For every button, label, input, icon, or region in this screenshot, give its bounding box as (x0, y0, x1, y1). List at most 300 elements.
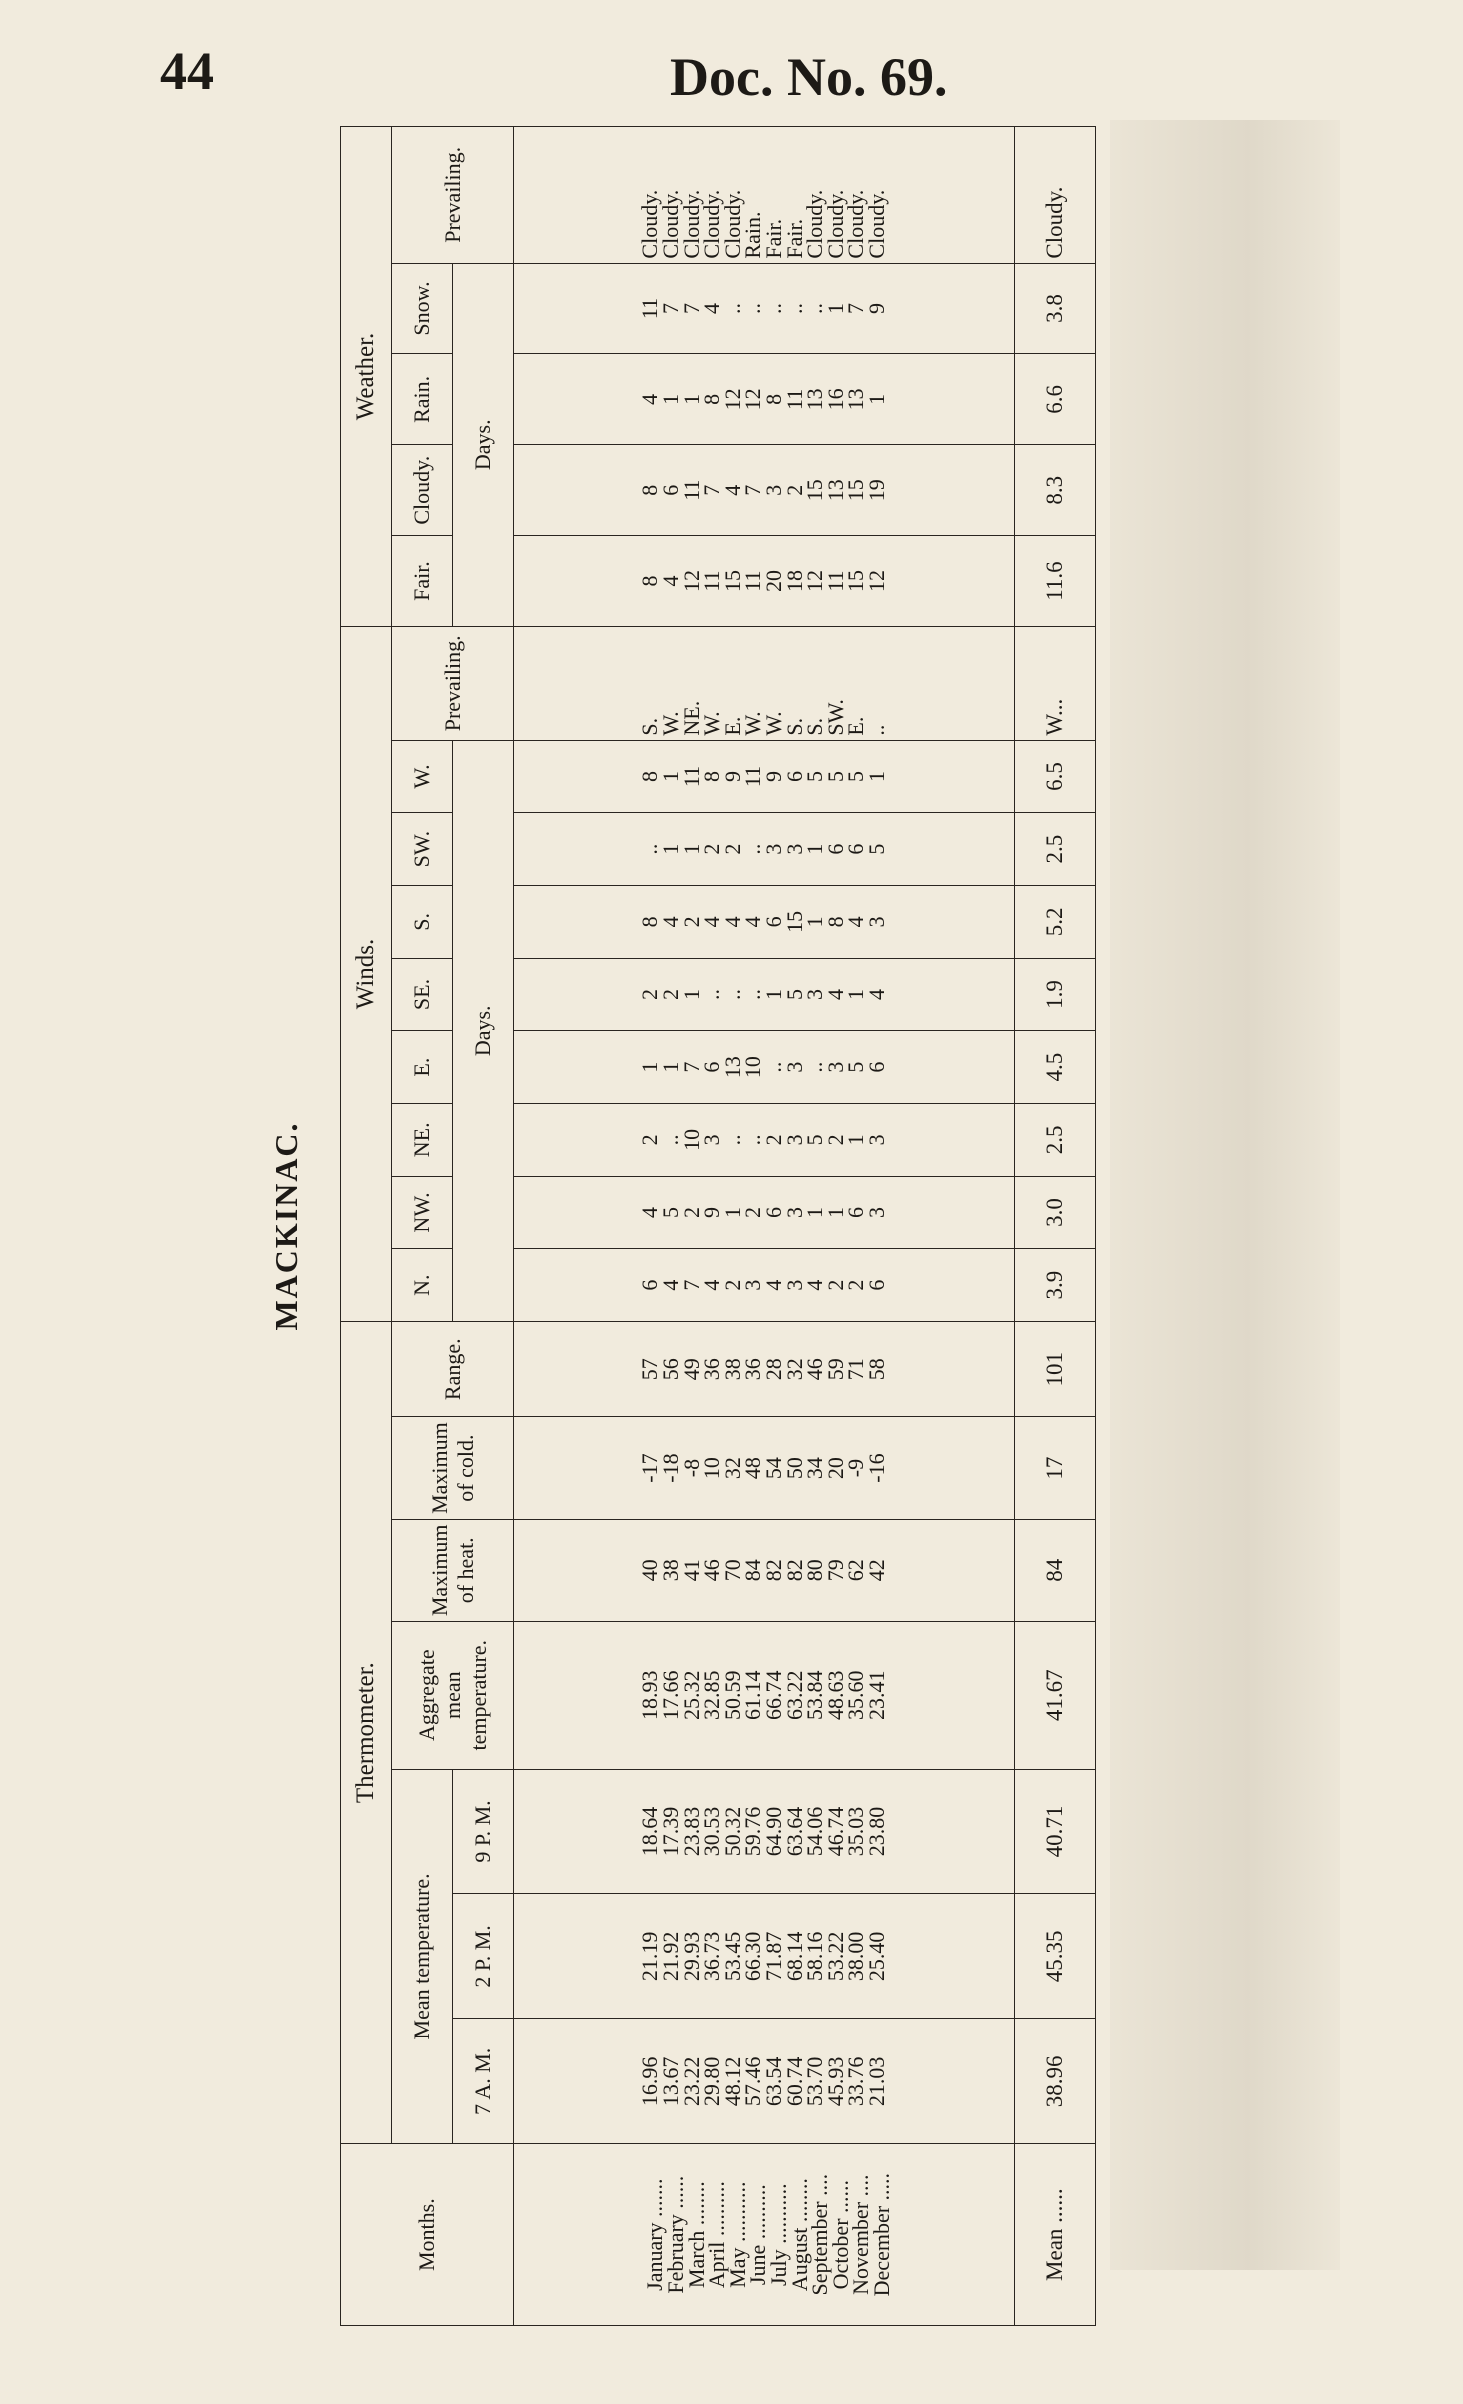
weather-prevailing-cell: Cloudy. (699, 189, 725, 259)
cloudy-cell: 4 (719, 484, 745, 496)
weather-prevailing-cell: Cloudy. (637, 189, 663, 259)
max-cold-cell: -16 (863, 1453, 889, 1483)
rain-cell: 13 (843, 388, 869, 411)
mean-wind-prevailing: W... (1014, 626, 1095, 740)
range-cell: 46 (802, 1358, 828, 1381)
wind-s-cell: 1 (802, 916, 828, 928)
snow-header: Snow. (392, 263, 453, 354)
max-heat-cell: 84 (740, 1559, 766, 1582)
wind-sw-cell: 3 (760, 843, 786, 855)
max-heat-column (514, 1519, 1015, 1621)
mean-max-cold: 17 (1014, 1417, 1095, 1519)
mean-wind-n: 3.9 (1014, 1249, 1095, 1322)
max-heat-cell: 38 (657, 1559, 683, 1582)
mean-wind-e: 4.5 (1014, 1031, 1095, 1104)
wind-w-cell: 5 (822, 770, 848, 782)
t9pm-cell: 23.83 (678, 1806, 704, 1857)
cloudy-cell: 8 (637, 484, 663, 496)
wind-w-cell: 5 (802, 770, 828, 782)
rain-cell: 8 (699, 393, 725, 405)
wind-s-cell: 6 (760, 916, 786, 928)
wind-sw-cell: 1 (657, 843, 683, 855)
wind-e-cell: 7 (678, 1061, 704, 1073)
wind-nw-cell: 3 (863, 1207, 889, 1218)
wind-e-column (514, 1031, 1015, 1104)
aggregate-cell: 63.22 (781, 1670, 807, 1720)
t9pm-cell: 63.64 (781, 1806, 807, 1857)
monthly-data-row (514, 127, 1015, 2326)
max-cold-cell: -17 (637, 1453, 663, 1483)
cloudy-cell: 2 (781, 484, 807, 496)
wind-s-cell: 4 (699, 916, 725, 928)
wind-nw-cell: 6 (843, 1207, 869, 1218)
wind-prevailing-cell: SW. (822, 699, 848, 736)
wind-s-cell: 4 (843, 916, 869, 928)
wind-w-cell: 11 (740, 765, 766, 788)
wind-sw-cell: 2 (699, 843, 725, 855)
max-heat-cell: 40 (637, 1559, 663, 1582)
wind-n-cell: 3 (781, 1279, 807, 1291)
wind-s-cell: 4 (657, 916, 683, 928)
wind-prevailing-cell: NE. (678, 700, 704, 736)
mean-cloudy: 8.3 (1014, 445, 1095, 536)
max-heat-cell: 80 (802, 1559, 828, 1582)
rain-cell: 1 (863, 393, 889, 405)
t2pm-cell: 53.22 (822, 1931, 848, 1982)
wind-se-cell: 4 (863, 988, 889, 1000)
mean-max-heat: 84 (1014, 1519, 1095, 1621)
wind-e-cell: 1 (657, 1061, 683, 1073)
rain-cell: 4 (637, 393, 663, 405)
wind-w-cell: 9 (719, 770, 745, 782)
mean-weather-prevailing: Cloudy. (1014, 127, 1095, 264)
range-cell: 28 (760, 1358, 786, 1381)
rain-cell: 1 (657, 393, 683, 405)
fair-column (514, 536, 1015, 627)
winds-header: Winds. (341, 626, 392, 1321)
wind-se-column (514, 958, 1015, 1031)
t2pm-column (514, 1894, 1015, 2019)
t7am-cell: 53.70 (802, 2056, 828, 2107)
wind-s-cell: 3 (863, 916, 889, 928)
wind-n-cell: 6 (637, 1279, 663, 1291)
cloudy-header: Cloudy. (392, 445, 453, 536)
snow-cell: .. (740, 303, 766, 315)
wind-n-cell: 2 (822, 1279, 848, 1291)
months-cell: May ........... (724, 2181, 750, 2288)
snow-cell: .. (760, 303, 786, 315)
max-heat-cell: 42 (863, 1559, 889, 1582)
wind-se-cell: .. (740, 988, 766, 1000)
aggregate-cell: 23.41 (863, 1670, 889, 1720)
wind-prevailing-column (514, 626, 1015, 740)
t9pm-column (514, 1769, 1015, 1894)
weather-prevailing-cell: Cloudy. (843, 189, 869, 259)
wind-sw-cell: 6 (822, 843, 848, 855)
fair-cell: 15 (719, 570, 745, 593)
max-heat-cell: 82 (781, 1559, 807, 1582)
wind-n-cell: 4 (802, 1279, 828, 1291)
aggregate-cell: 35.60 (843, 1670, 869, 1720)
fair-cell: 18 (781, 570, 807, 593)
range-cell: 36 (699, 1358, 725, 1381)
t7am-cell: 23.22 (678, 2056, 704, 2107)
wind-n-cell: 6 (863, 1279, 889, 1291)
t9pm-cell: 54.06 (802, 1806, 828, 1857)
wind-sw-cell: 5 (863, 843, 889, 855)
wind-ne-cell: 1 (843, 1134, 869, 1146)
t7am-cell: 33.76 (843, 2056, 869, 2107)
snow-cell: .. (719, 303, 745, 315)
t2pm-cell: 38.00 (843, 1931, 869, 1982)
thermometer-header: Thermometer. (341, 1322, 392, 2144)
wind-ne-cell: .. (740, 1134, 766, 1146)
wind-prevailing-header: Prevailing. (392, 626, 514, 740)
t9pm-cell: 30.53 (699, 1806, 725, 1857)
weather-prevailing-cell: Cloudy. (657, 189, 683, 259)
max-heat-cell: 82 (760, 1559, 786, 1582)
wind-se-cell: 2 (657, 988, 683, 1000)
wind-sw-column (514, 813, 1015, 886)
t7am-cell: 63.54 (760, 2056, 786, 2107)
mean-wind-ne: 2.5 (1014, 1103, 1095, 1176)
wind-s-cell: 4 (740, 916, 766, 928)
fair-cell: 11 (822, 570, 848, 592)
wind-s-cell: 15 (781, 910, 807, 933)
wind-se-cell: 1 (678, 988, 704, 1000)
wind-ne-cell: 3 (863, 1134, 889, 1146)
mackinac-weather-table (340, 126, 1096, 2326)
wind-n-cell: 4 (699, 1279, 725, 1291)
max-heat-cell: 62 (843, 1559, 869, 1582)
max-heat-cell: 41 (678, 1559, 704, 1582)
table-title: MACKINAC. (268, 1121, 304, 1331)
wind-w-cell: 1 (863, 770, 889, 782)
aggregate-cell: 66.74 (760, 1670, 786, 1720)
max-cold-cell: -18 (657, 1453, 683, 1483)
wind-nw-cell: 9 (699, 1207, 725, 1218)
wind-n-column (514, 1249, 1015, 1322)
wind-e-cell: 3 (781, 1061, 807, 1073)
snow-cell: 7 (843, 303, 869, 315)
wind-w-cell: 9 (760, 770, 786, 782)
wind-nw-cell: 1 (822, 1207, 848, 1218)
aggregate-column (514, 1621, 1015, 1769)
range-cell: 38 (719, 1358, 745, 1381)
mean-wind-nw: 3.0 (1014, 1176, 1095, 1249)
mean-wind-sw: 2.5 (1014, 813, 1095, 886)
wind-sw-cell: .. (740, 843, 766, 855)
mean-t9pm: 40.71 (1014, 1769, 1095, 1894)
wind-s-cell: 2 (678, 916, 704, 928)
rain-header: Rain. (392, 354, 453, 445)
mean-wind-se: 1.9 (1014, 958, 1095, 1031)
wind-nw-cell: 5 (657, 1207, 683, 1218)
fair-cell: 11 (699, 570, 725, 592)
weather-prevailing-cell: Fair. (760, 218, 786, 259)
wind-e-cell: 3 (822, 1061, 848, 1073)
wind-sw-header: SW. (392, 813, 453, 886)
range-cell: 36 (740, 1358, 766, 1381)
fair-cell: 12 (863, 570, 889, 593)
wind-w-cell: 8 (699, 770, 725, 782)
wind-e-cell: 10 (740, 1056, 766, 1079)
wind-se-header: SE. (392, 958, 453, 1031)
t9pm-cell: 35.03 (843, 1806, 869, 1857)
t9pm-cell: 17.39 (657, 1806, 683, 1857)
wind-prevailing-cell: E. (719, 716, 745, 736)
wind-e-header: E. (392, 1031, 453, 1104)
wind-ne-cell: 3 (781, 1134, 807, 1146)
wind-e-cell: 13 (719, 1056, 745, 1079)
weather-prevailing-header: Prevailing. (392, 127, 514, 264)
max-cold-cell: 10 (699, 1457, 725, 1480)
wind-prevailing-cell: .. (863, 724, 889, 736)
page-number: 44 (160, 41, 214, 101)
document-header: Doc. No. 69. (670, 47, 948, 107)
fair-cell: 12 (678, 570, 704, 593)
wind-se-cell: 5 (781, 988, 807, 1000)
t2pm-cell: 29.93 (678, 1931, 704, 1982)
wind-se-cell: .. (699, 988, 725, 1000)
max-cold-cell: 50 (781, 1457, 807, 1480)
t9pm-cell: 50.32 (719, 1806, 745, 1857)
aggregate-cell: 50.59 (719, 1670, 745, 1720)
wind-e-cell: .. (802, 1061, 828, 1073)
weather-prevailing-cell: Cloudy. (863, 189, 889, 259)
wind-prevailing-cell: E. (843, 716, 869, 736)
wind-w-cell: 8 (637, 770, 663, 782)
wind-e-cell: 6 (863, 1061, 889, 1073)
wind-e-cell: 5 (843, 1061, 869, 1073)
mean-row (1014, 127, 1095, 2326)
t2pm-cell: 68.14 (781, 1931, 807, 1982)
mean-wind-s: 5.2 (1014, 885, 1095, 958)
max-cold-cell: 48 (740, 1457, 766, 1480)
t7am-cell: 57.46 (740, 2056, 766, 2107)
max-cold-cell: -8 (678, 1458, 704, 1478)
rain-cell: 12 (740, 388, 766, 411)
wind-n-cell: 7 (678, 1279, 704, 1291)
t7am-cell: 16.96 (637, 2056, 663, 2107)
wind-nw-cell: 4 (637, 1207, 663, 1218)
aggregate-cell: 53.84 (802, 1670, 828, 1720)
wind-w-column (514, 740, 1015, 813)
wind-e-cell: 6 (699, 1061, 725, 1073)
mean-t7am: 38.96 (1014, 2019, 1095, 2144)
rain-column (514, 354, 1015, 445)
aggregate-cell: 18.93 (637, 1670, 663, 1720)
wind-nw-cell: 1 (719, 1207, 745, 1218)
wind-e-cell: 1 (637, 1061, 663, 1073)
t9pm-cell: 23.80 (863, 1806, 889, 1857)
fair-cell: 12 (802, 570, 828, 593)
t2pm-cell: 21.19 (637, 1931, 663, 1982)
cloudy-cell: 7 (740, 484, 766, 496)
t7am-cell: 13.67 (657, 2056, 683, 2107)
mean-t2pm: 45.35 (1014, 1894, 1095, 2019)
t2pm-cell: 53.45 (719, 1931, 745, 1982)
t2pm-header: 2 P. M. (453, 1894, 514, 2019)
t9pm-cell: 59.76 (740, 1806, 766, 1857)
wind-nw-cell: 1 (802, 1207, 828, 1218)
wind-s-column (514, 885, 1015, 958)
wind-ne-cell: 2 (822, 1134, 848, 1146)
months-column (514, 2144, 1015, 2326)
rain-cell: 12 (719, 388, 745, 411)
t7am-cell: 48.12 (719, 2056, 745, 2107)
wind-nw-cell: 3 (781, 1207, 807, 1218)
months-cell: April .......... (704, 2181, 730, 2289)
wind-sw-cell: .. (637, 843, 663, 855)
wind-se-cell: 4 (822, 988, 848, 1000)
snow-cell: 7 (678, 303, 704, 315)
months-cell: September .... (807, 2173, 833, 2296)
max-cold-cell: -9 (843, 1458, 869, 1478)
wind-nw-cell: 2 (678, 1207, 704, 1218)
cloudy-cell: 3 (760, 484, 786, 496)
aggregate-cell: 17.66 (657, 1670, 683, 1720)
fair-cell: 8 (637, 575, 663, 587)
weather-prevailing-column (514, 127, 1015, 264)
months-cell: August ........ (786, 2178, 812, 2292)
cloudy-cell: 11 (678, 479, 704, 501)
wind-sw-cell: 1 (678, 843, 704, 855)
wind-sw-cell: 6 (843, 843, 869, 855)
wind-w-cell: 5 (843, 770, 869, 782)
aggregate-cell: 32.85 (699, 1670, 725, 1720)
wind-se-cell: 3 (802, 988, 828, 1000)
fair-cell: 20 (760, 570, 786, 593)
mean-range: 101 (1014, 1322, 1095, 1417)
range-column (514, 1322, 1015, 1417)
wind-prevailing-cell: W. (657, 711, 683, 736)
max-heat-cell: 70 (719, 1559, 745, 1582)
wind-ne-cell: 10 (678, 1128, 704, 1151)
t7am-cell: 45.93 (822, 2056, 848, 2107)
wind-n-cell: 4 (657, 1279, 683, 1291)
snow-cell: .. (802, 303, 828, 315)
rotated-meteorological-table (236, 126, 1096, 2326)
wind-n-cell: 2 (843, 1279, 869, 1291)
t9pm-header: 9 P. M. (453, 1769, 514, 1894)
wind-prevailing-cell: S. (637, 717, 663, 736)
snow-cell: 1 (822, 303, 848, 315)
t7am-header: 7 A. M. (453, 2019, 514, 2144)
wind-prevailing-cell: W. (760, 711, 786, 736)
mean-wind-w: 6.5 (1014, 740, 1095, 813)
wind-sw-cell: 2 (719, 843, 745, 855)
bleed-through-shadow (1110, 120, 1340, 2270)
wind-n-cell: 2 (719, 1279, 745, 1291)
wind-ne-column (514, 1103, 1015, 1176)
months-cell: November .... (848, 2174, 874, 2295)
t2pm-cell: 71.87 (760, 1931, 786, 1982)
wind-nw-column (514, 1176, 1015, 1249)
months-cell: March ........ (683, 2181, 709, 2289)
snow-cell: 7 (657, 303, 683, 315)
cloudy-cell: 19 (863, 479, 889, 502)
cloudy-column (514, 445, 1015, 536)
aggregate-cell: 25.32 (678, 1670, 704, 1720)
months-cell: July ........... (765, 2183, 791, 2286)
mean-temperature-header: Mean temperature. (392, 1769, 453, 2144)
range-header: Range. (392, 1322, 514, 1417)
aggregate-cell: 48.63 (822, 1670, 848, 1720)
snow-cell: .. (781, 303, 807, 315)
wind-ne-cell: 2 (760, 1134, 786, 1146)
wind-sw-cell: 1 (802, 843, 828, 855)
months-cell: October ...... (827, 2179, 853, 2290)
fair-cell: 15 (843, 570, 869, 593)
weather-prevailing-cell: Cloudy. (678, 189, 704, 259)
wind-w-cell: 6 (781, 770, 807, 782)
cloudy-cell: 15 (843, 479, 869, 502)
weather-prevailing-cell: Cloudy. (822, 189, 848, 259)
max-cold-cell: 32 (719, 1457, 745, 1480)
range-cell: 32 (781, 1358, 807, 1381)
wind-nw-cell: 2 (740, 1207, 766, 1218)
wind-n-header: N. (392, 1249, 453, 1322)
wind-nw-cell: 6 (760, 1207, 786, 1218)
t7am-cell: 21.03 (863, 2056, 889, 2107)
t2pm-cell: 58.16 (802, 1931, 828, 1982)
fair-header: Fair. (392, 536, 453, 627)
wind-sw-cell: 3 (781, 843, 807, 855)
weather-prevailing-cell: Rain. (740, 211, 766, 259)
months-cell: June .......... (745, 2184, 771, 2286)
t7am-cell: 29.80 (699, 2056, 725, 2107)
max-cold-column (514, 1417, 1015, 1519)
wind-s-cell: 8 (637, 916, 663, 928)
t2pm-cell: 25.40 (863, 1931, 889, 1982)
t2pm-cell: 36.73 (699, 1931, 725, 1982)
rain-cell: 13 (802, 388, 828, 411)
mean-label: Mean ...... (1014, 2144, 1095, 2326)
t7am-cell: 60.74 (781, 2056, 807, 2107)
wind-prevailing-cell: W. (740, 711, 766, 736)
max-heat-cell: 46 (699, 1559, 725, 1582)
weather-prevailing-cell: Cloudy. (719, 189, 745, 259)
max-cold-cell: 34 (802, 1457, 828, 1480)
t2pm-cell: 21.92 (657, 1931, 683, 1982)
wind-prevailing-cell: W. (699, 711, 725, 736)
t7am-column (514, 2019, 1015, 2144)
rain-cell: 16 (822, 388, 848, 411)
months-cell: December ..... (868, 2172, 894, 2297)
range-cell: 58 (863, 1358, 889, 1381)
wind-s-cell: 8 (822, 916, 848, 928)
range-cell: 56 (657, 1358, 683, 1381)
mean-aggregate: 41.67 (1014, 1621, 1095, 1769)
range-cell: 71 (843, 1358, 869, 1381)
cloudy-cell: 7 (699, 484, 725, 496)
snow-cell: 11 (637, 297, 663, 320)
range-cell: 57 (637, 1358, 663, 1381)
mean-snow: 3.8 (1014, 263, 1095, 354)
fair-cell: 11 (740, 570, 766, 592)
mean-rain: 6.6 (1014, 354, 1095, 445)
wind-e-cell: .. (760, 1061, 786, 1073)
wind-ne-cell: 5 (802, 1134, 828, 1146)
wind-days-header: Days. (453, 740, 514, 1321)
max-heat-cell: 79 (822, 1559, 848, 1582)
max-cold-header: Maximum of cold. (392, 1417, 514, 1519)
rain-cell: 8 (760, 393, 786, 405)
weather-days-header: Days. (453, 263, 514, 626)
snow-column (514, 263, 1015, 354)
max-cold-cell: 20 (822, 1457, 848, 1480)
